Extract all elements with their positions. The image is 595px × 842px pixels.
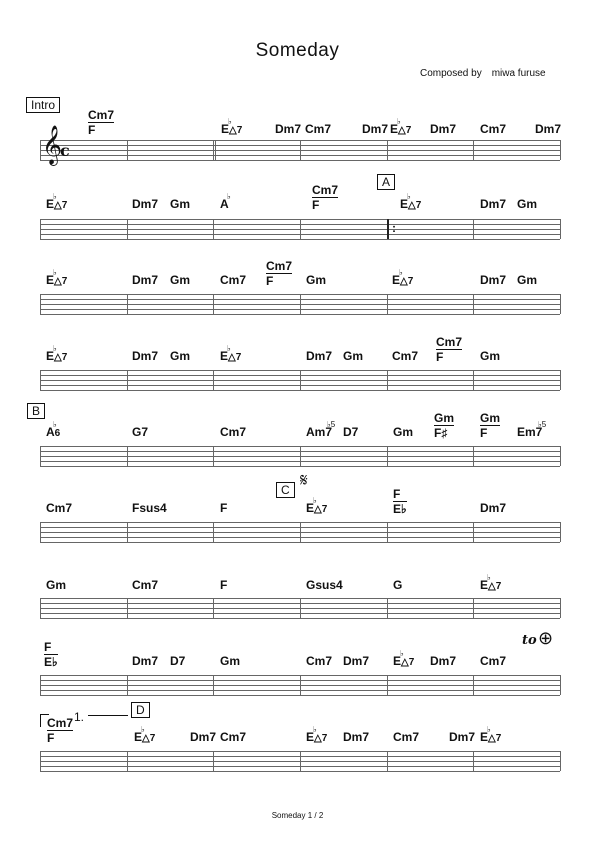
double-barline — [215, 140, 216, 160]
barline — [213, 751, 214, 771]
chord-root: E — [306, 730, 315, 744]
barline — [300, 675, 301, 695]
staff-row — [40, 675, 560, 695]
chord-accidental: ♭ — [313, 496, 317, 505]
chord-root: E — [393, 654, 402, 668]
chord-symbol — [480, 725, 502, 745]
barline — [560, 598, 561, 618]
chord-quality: △7 — [400, 276, 414, 287]
barline — [213, 675, 214, 695]
chord-symbol: D7 — [343, 425, 359, 439]
chord-symbol: G — [393, 578, 403, 592]
slash-chord-upper: Cm7 — [47, 716, 74, 730]
barline — [40, 751, 41, 771]
staff-line — [40, 160, 560, 161]
composer-credit: Composed by miwa furuse — [420, 68, 546, 79]
chord-root: Em7 — [517, 425, 543, 439]
barline — [473, 522, 474, 542]
chord-symbol: Dm7 — [275, 122, 302, 136]
chord-root: E — [46, 273, 55, 287]
chord-symbol: Gm — [480, 349, 501, 363]
barline — [560, 446, 561, 466]
slash-chord-bass: F — [312, 198, 320, 212]
chord-accidental: ♭ — [313, 725, 317, 734]
barline — [473, 219, 474, 239]
chord-root: E — [392, 273, 401, 287]
chord-symbol — [46, 344, 68, 364]
chord-quality: △7 — [54, 276, 68, 287]
repeat-start-barline — [387, 219, 389, 239]
rehearsal-mark-intro: Intro — [26, 97, 60, 113]
staff-row — [40, 219, 560, 239]
chord-accidental: ♭ — [397, 117, 401, 126]
slash-chord-bass: E♭ — [44, 655, 58, 669]
chord-symbol: Cm7 — [132, 578, 159, 592]
chord-quality: △7 — [54, 352, 68, 363]
chord-symbol: Dm7 — [430, 122, 457, 136]
barline — [560, 675, 561, 695]
chord-symbol: Dm7 — [190, 730, 217, 744]
barline — [560, 140, 561, 160]
barline — [473, 675, 474, 695]
chord-symbol — [480, 573, 502, 593]
chord-symbol: Dm7 — [132, 273, 159, 287]
barline — [387, 751, 388, 771]
slash-chord — [312, 184, 338, 211]
chord-quality: △7 — [408, 200, 422, 211]
chord-root: E — [46, 197, 55, 211]
staff-line — [40, 466, 560, 467]
barline — [387, 294, 388, 314]
staff-row — [40, 446, 560, 466]
chord-symbol: Gm — [393, 425, 414, 439]
chord-accidental: ♭ — [228, 117, 232, 126]
chord-symbol: Gm — [517, 197, 538, 211]
staff-row — [40, 522, 560, 542]
chord-symbol: Dm7 — [362, 122, 389, 136]
barline — [300, 140, 301, 160]
chord-root: E — [221, 122, 230, 136]
chord-accidental: ♭ — [53, 420, 57, 429]
barline — [560, 522, 561, 542]
rehearsal-mark-a: A — [377, 174, 395, 190]
slash-chord-upper: Gm — [480, 411, 501, 425]
barline — [127, 598, 128, 618]
chord-symbol: Dm7 — [132, 349, 159, 363]
rehearsal-mark-c: C — [276, 482, 295, 498]
chord-symbol — [392, 268, 414, 288]
staff-row — [40, 751, 560, 771]
barline — [213, 522, 214, 542]
chord-symbol: F — [220, 501, 228, 515]
chord-quality: △7 — [142, 733, 156, 744]
slash-chord-upper: Cm7 — [312, 183, 339, 197]
chord-accidental: ♭5 — [538, 420, 547, 429]
barline — [127, 751, 128, 771]
chord-quality: △7 — [229, 125, 243, 136]
chord-symbol — [517, 420, 547, 440]
chord-symbol: Fsus4 — [132, 501, 167, 515]
chord-symbol: Cm7 — [306, 654, 333, 668]
barline — [127, 140, 128, 160]
slash-chord-bass: F — [47, 731, 55, 745]
staff-line — [40, 390, 560, 391]
staff-row — [40, 140, 560, 160]
chord-symbol: Gm — [46, 578, 67, 592]
barline — [387, 675, 388, 695]
treble-clef-icon: 𝄞 — [42, 125, 63, 165]
chord-accidental: ♭ — [407, 192, 411, 201]
slash-chord-upper: Cm7 — [88, 108, 115, 122]
slash-chord-upper: F — [393, 487, 401, 501]
barline — [40, 446, 41, 466]
barline — [300, 370, 301, 390]
slash-chord-bass: F♯ — [434, 426, 448, 440]
barline — [387, 598, 388, 618]
chord-quality: 6 — [54, 428, 61, 439]
chord-symbol: Cm7 — [46, 501, 73, 515]
chord-root: A — [46, 425, 55, 439]
barline — [300, 446, 301, 466]
chord-symbol: Dm7 — [480, 273, 507, 287]
chord-symbol: Gm — [170, 273, 191, 287]
barline — [127, 522, 128, 542]
chord-symbol — [400, 192, 422, 212]
barline — [300, 294, 301, 314]
chord-symbol: Cm7 — [480, 122, 507, 136]
page-footer: Someday 1 / 2 — [271, 811, 324, 820]
chord-symbol: Dm7 — [535, 122, 562, 136]
staff-line — [40, 695, 560, 696]
barline — [213, 219, 214, 239]
chord-root: E — [480, 578, 489, 592]
coda-icon: ⊕ — [538, 628, 554, 649]
barline — [560, 294, 561, 314]
chord-root: E — [46, 349, 55, 363]
staff-line — [40, 618, 560, 619]
segno-icon: 𝄋 — [300, 470, 308, 491]
slash-chord-bass: F — [480, 426, 488, 440]
slash-chord — [434, 412, 454, 439]
slash-chord — [88, 109, 114, 136]
barline — [560, 370, 561, 390]
barline — [473, 370, 474, 390]
staff-row — [40, 370, 560, 390]
slash-chord-bass: F — [266, 274, 274, 288]
slash-chord-bass: F — [436, 350, 444, 364]
chord-symbol: Dm7 — [306, 349, 333, 363]
chord-accidental: ♭5 — [327, 420, 336, 429]
staff-line — [40, 771, 560, 772]
song-title: Someday — [255, 40, 340, 61]
slash-chord — [480, 412, 500, 439]
barline — [300, 751, 301, 771]
chord-symbol: Dm7 — [449, 730, 476, 744]
time-signature: c — [60, 141, 70, 160]
barline — [213, 446, 214, 466]
barline — [127, 370, 128, 390]
chord-accidental: ♭ — [487, 573, 491, 582]
chord-symbol: Dm7 — [343, 730, 370, 744]
barline — [387, 140, 388, 160]
chord-quality: △7 — [401, 657, 415, 668]
chord-symbol — [220, 192, 231, 212]
barline — [40, 294, 41, 314]
barline — [40, 598, 41, 618]
barline — [473, 294, 474, 314]
chord-symbol: Cm7 — [392, 349, 419, 363]
barline — [300, 598, 301, 618]
chord-symbol: Gm — [170, 349, 191, 363]
slash-chord-upper: Cm7 — [266, 259, 293, 273]
barline — [387, 446, 388, 466]
slash-chord — [47, 717, 73, 744]
first-ending-bracket — [40, 714, 49, 727]
chord-symbol — [46, 420, 61, 440]
chord-quality: △7 — [398, 125, 412, 136]
chord-quality: △7 — [54, 200, 68, 211]
barline — [560, 751, 561, 771]
chord-symbol: Dm7 — [132, 197, 159, 211]
chord-symbol: Dm7 — [132, 654, 159, 668]
slash-chord — [393, 488, 407, 515]
slash-chord-upper: Gm — [434, 411, 455, 425]
chord-symbol — [390, 117, 412, 137]
chord-symbol: G7 — [132, 425, 149, 439]
slash-chord — [44, 641, 58, 668]
chord-accidental: ♭ — [227, 344, 231, 353]
chord-quality: △7 — [228, 352, 242, 363]
chord-accidental: ♭ — [227, 192, 231, 201]
first-ending-line — [88, 715, 128, 716]
barline — [300, 219, 301, 239]
chord-symbol: Cm7 — [220, 425, 247, 439]
chord-symbol: Cm7 — [305, 122, 332, 136]
staff-line — [40, 239, 560, 240]
staff-line — [40, 314, 560, 315]
chord-symbol: Dm7 — [430, 654, 457, 668]
barline — [213, 294, 214, 314]
chord-symbol: Dm7 — [480, 501, 507, 515]
chord-symbol: F — [220, 578, 228, 592]
chord-symbol: Gm — [306, 273, 327, 287]
chord-symbol: Gm — [220, 654, 241, 668]
chord-root: E — [400, 197, 409, 211]
chord-quality: △7 — [488, 733, 502, 744]
slash-chord-bass: E♭ — [393, 502, 407, 516]
barline — [473, 446, 474, 466]
to-coda-label: to — [522, 633, 537, 648]
chord-root: Am7 — [306, 425, 333, 439]
chord-accidental: ♭ — [399, 268, 403, 277]
chord-accidental: ♭ — [53, 192, 57, 201]
barline — [213, 598, 214, 618]
barline — [473, 598, 474, 618]
barline — [473, 751, 474, 771]
chord-symbol — [306, 725, 328, 745]
repeat-dots: : — [392, 221, 396, 235]
chord-symbol: Cm7 — [393, 730, 420, 744]
barline — [40, 219, 41, 239]
chord-root: E — [134, 730, 143, 744]
barline — [40, 140, 41, 160]
slash-chord-upper: Cm7 — [436, 335, 463, 349]
chord-accidental: ♭ — [141, 725, 145, 734]
chord-accidental: ♭ — [53, 268, 57, 277]
first-ending-label: 1. — [74, 710, 85, 724]
barline — [127, 675, 128, 695]
chord-symbol — [393, 649, 415, 669]
chord-quality: △7 — [314, 504, 328, 515]
barline — [213, 370, 214, 390]
chord-root: A — [220, 197, 229, 211]
barline — [40, 522, 41, 542]
staff-line — [40, 542, 560, 543]
barline — [127, 294, 128, 314]
chord-root: E — [390, 122, 399, 136]
barline — [40, 675, 41, 695]
chord-accidental: ♭ — [487, 725, 491, 734]
chord-symbol — [221, 117, 243, 137]
chord-symbol: Gm — [517, 273, 538, 287]
chord-symbol — [306, 420, 336, 440]
chord-symbol: D7 — [170, 654, 186, 668]
chord-symbol: Gsus4 — [306, 578, 343, 592]
barline — [560, 219, 561, 239]
barline — [387, 522, 388, 542]
chord-root: E — [306, 501, 315, 515]
rehearsal-mark-d: D — [131, 702, 150, 718]
barline — [473, 140, 474, 160]
barline — [387, 370, 388, 390]
barline — [127, 446, 128, 466]
chord-symbol: Cm7 — [480, 654, 507, 668]
chord-symbol — [220, 344, 242, 364]
chord-symbol: Cm7 — [220, 273, 247, 287]
chord-quality: △7 — [314, 733, 328, 744]
chord-root: E — [220, 349, 229, 363]
chord-symbol: Gm — [343, 349, 364, 363]
chord-accidental: ♭ — [400, 649, 404, 658]
chord-symbol — [134, 725, 156, 745]
chord-symbol: Dm7 — [480, 197, 507, 211]
chord-symbol — [46, 268, 68, 288]
chord-symbol: Dm7 — [343, 654, 370, 668]
staff-row — [40, 598, 560, 618]
slash-chord — [436, 336, 462, 363]
barline — [127, 219, 128, 239]
chord-symbol — [306, 496, 328, 516]
slash-chord-bass: F — [88, 123, 96, 137]
chord-accidental: ♭ — [53, 344, 57, 353]
slash-chord-upper: F — [44, 640, 52, 654]
rehearsal-mark-b: B — [27, 403, 45, 419]
chord-quality: △7 — [488, 581, 502, 592]
chord-symbol: Cm7 — [220, 730, 247, 744]
staff-row — [40, 294, 560, 314]
chord-symbol — [46, 192, 68, 212]
slash-chord — [266, 260, 292, 287]
barline — [300, 522, 301, 542]
barline — [40, 370, 41, 390]
barline — [213, 140, 214, 160]
chord-symbol: Gm — [170, 197, 191, 211]
chord-root: E — [480, 730, 489, 744]
